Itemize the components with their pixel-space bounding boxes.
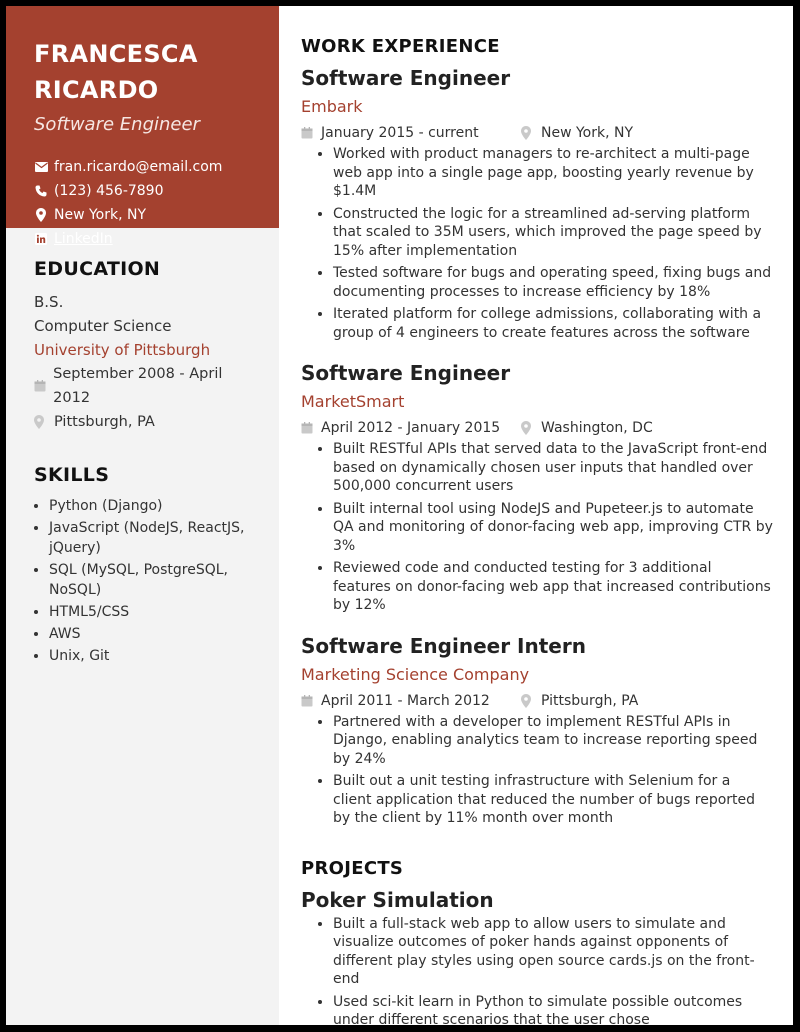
job-bullet: • Built RESTful APIs that served data to the JavaScript front-end based on dynamically chosen user inputs that handled over 500,000 concurrent users	[333, 440, 773, 496]
job-bullets	[301, 145, 773, 342]
job-location	[521, 418, 653, 438]
contact-phone	[34, 179, 251, 203]
skill-item: • HTML5/CSS	[49, 602, 251, 622]
work-experience-heading: WORK EXPERIENCE	[301, 36, 500, 57]
job-bullet: • Tested software for bugs and operating speed, fixing bugs and documenting processes to increase efficiency by 18%	[333, 264, 773, 301]
job-bullet: • Reviewed code and conducted testing for 3 additional features on donor-facing web app that increased contributions by 12%	[333, 559, 773, 615]
job-location	[521, 691, 638, 711]
job-bullets	[301, 713, 773, 828]
name-last: RICARDO	[34, 76, 159, 104]
skill-item: • Unix, Git	[49, 646, 251, 666]
map-pin-icon	[521, 421, 535, 435]
education-location: Pittsburgh, PA	[54, 414, 155, 430]
job-dates-text: April 2011 - March 2012	[321, 692, 490, 709]
envelope-icon	[34, 160, 48, 174]
project-bullets	[301, 915, 773, 1030]
projects-heading: PROJECTS	[301, 857, 404, 879]
job-bullet: • Constructed the logic for a streamlined ad-serving platform that scaled to 35M users, which improved the page speed by 15% after implementation	[333, 205, 773, 261]
candidate-title: Software Engineer	[34, 114, 200, 135]
map-pin-icon	[521, 694, 535, 708]
skill-item: • Python (Django)	[49, 496, 251, 516]
calendar-icon	[301, 422, 315, 434]
job-company: Embark	[301, 97, 363, 116]
job-location	[521, 123, 633, 143]
job-title: Software Engineer Intern	[301, 633, 586, 658]
email-text: fran.ricardo@email.com	[54, 159, 223, 175]
contact-email	[34, 155, 251, 179]
contact-linkedin	[34, 227, 251, 251]
calendar-icon	[301, 695, 315, 707]
project-bullet: • Built a full-stack web app to allow users to simulate and visualize outcomes of poker hands against opponents of different play styles using open source cards.js on the front-end	[333, 915, 773, 989]
job-dates	[301, 691, 521, 711]
contact-list	[34, 155, 251, 251]
job-company: Marketing Science Company	[301, 664, 530, 684]
phone-icon	[34, 184, 48, 198]
calendar-icon	[301, 127, 315, 139]
job-bullet: • Built internal tool using NodeJS and Pupeteer.js to automate QA and monitoring of donor-facing web app, improving CTR by 3%	[333, 500, 773, 556]
skill-item: • SQL (MySQL, PostgreSQL, NoSQL)	[49, 560, 251, 600]
job-location-text: Washington, DC	[541, 420, 653, 436]
job-title: Software Engineer	[301, 361, 511, 385]
job-company: MarketSmart	[301, 392, 405, 411]
education-heading: EDUCATION	[34, 258, 161, 280]
contact-location	[34, 203, 251, 227]
job-dates-text: January 2015 - current	[321, 125, 479, 141]
location-text: New York, NY	[54, 207, 147, 223]
skill-item: • JavaScript (NodeJS, ReactJS, jQuery)	[49, 518, 251, 558]
job-meta	[301, 691, 773, 711]
project-bullet: • Used sci-kit learn in Python to simulate possible outcomes under different scenarios that the user chose	[333, 993, 773, 1030]
main-content	[279, 6, 793, 1028]
job-entry	[301, 633, 773, 828]
job-meta	[301, 123, 773, 143]
job-bullet: • Iterated platform for college admissions, collaborating with a group of 4 engineers to create features across the software	[333, 305, 773, 342]
education-degree: B.S.	[34, 293, 64, 311]
job-location-text: New York, NY	[541, 125, 634, 141]
projects-section	[301, 858, 773, 1030]
linkedin-link[interactable]: LinkedIn	[54, 231, 113, 247]
linkedin-icon	[34, 232, 48, 246]
education-dates-row	[34, 362, 251, 410]
education-dates: September 2008 - April 2012	[53, 366, 223, 406]
job-dates	[301, 418, 521, 438]
sidebar	[6, 6, 279, 1025]
map-pin-icon	[34, 415, 48, 429]
skills-section	[6, 464, 279, 666]
job-meta	[301, 418, 773, 438]
education-field: Computer Science	[34, 317, 172, 335]
resume-page	[6, 6, 793, 1028]
map-pin-icon	[521, 126, 535, 140]
skills-heading: SKILLS	[34, 464, 110, 486]
education-school: University of Pittsburgh	[34, 341, 211, 359]
education-location-row	[34, 410, 251, 434]
job-entry	[301, 65, 773, 342]
job-title: Software Engineer	[301, 66, 511, 90]
phone-text: (123) 456-7890	[54, 183, 164, 199]
job-dates	[301, 123, 521, 143]
calendar-icon	[34, 380, 47, 392]
job-location-text: Pittsburgh, PA	[541, 692, 639, 709]
job-bullet: • Built out a unit testing infrastructure with Selenium for a client application that reduced the number of bugs reported by the client by 11% month over month	[333, 772, 773, 828]
job-dates-text: April 2012 - January 2015	[321, 420, 501, 436]
candidate-name	[34, 36, 251, 108]
education-section	[6, 258, 279, 434]
job-bullets	[301, 440, 773, 615]
skill-item: • AWS	[49, 624, 251, 644]
header	[6, 6, 279, 247]
map-pin-icon	[34, 208, 48, 222]
skills-list	[34, 496, 251, 666]
job-bullet: • Partnered with a developer to implement RESTful APIs in Django, enabling analytics team to increase reporting speed by 24%	[333, 713, 773, 769]
job-bullet: • Worked with product managers to re-architect a multi-page web app into a single page app, boosting yearly revenue by $1.4M	[333, 145, 773, 201]
job-entry	[301, 360, 773, 615]
name-first: FRANCESCA	[34, 40, 198, 68]
project-title: Poker Simulation	[301, 887, 494, 912]
